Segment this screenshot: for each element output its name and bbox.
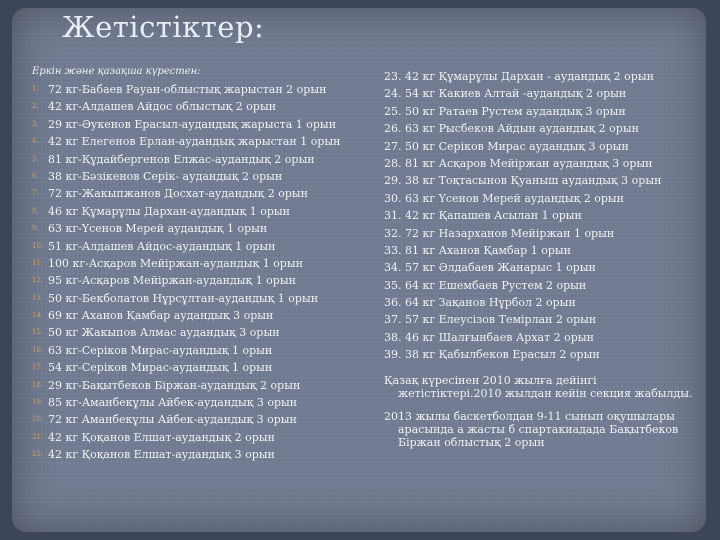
left-achievement-list xyxy=(32,81,367,464)
list-item: 4. 42 кг Елегенов Ерлан-аудандық жарыстан 1 орын xyxy=(32,135,341,149)
list-item: 15. 50 кг Жакыпов Алмас аудандық 3 орын xyxy=(32,326,280,340)
list-item: 12. 95 кг-Асқаров Мейіржан-аудандық 1 орын xyxy=(32,274,296,288)
list-item: 20. 72 кг Аманбекұлы Айбек-аудандық 3 орын xyxy=(32,413,297,427)
list-item: 19. 85 кг-Аманбекұлы Айбек-аудандық 3 орын xyxy=(32,396,298,410)
list-item: 32. 72 кг Назарханов Мейіржан 1 орын xyxy=(384,226,615,240)
list-item: 6. 38 кг-Бәзікенов Серік- аудандық 2 орын xyxy=(32,169,283,183)
list-item: 16. 63 кг-Серіков Мирас-аудандық 1 орын xyxy=(32,343,273,357)
list-item: 9. 63 кг-Үсенов Мерей аудандық 1 орын xyxy=(32,222,268,236)
note-basketball: 2013 жылы баскетболдан 9-11 сынып оқушылары арасында а жасты б спартакиадада Бақытбеков Біржан облыстық 2 орын xyxy=(384,409,679,449)
list-item: 18. 29 кг-Бақытбеков Біржан-аудандық 2 орын xyxy=(32,378,301,392)
list-item: 5. 81 кг-Құдайбергенов Елжас-аудандық 2 орын xyxy=(32,152,315,166)
list-item: 36. 64 кг Зақанов Нұрбол 2 орын xyxy=(384,296,576,310)
list-item: 7. 72 кг-Жакыпжанов Досхат-аудандық 2 орын xyxy=(32,187,308,201)
list-item: 25. 50 кг Ратаев Рустем аудандық 3 орын xyxy=(384,104,626,118)
list-item: 26. 63 кг Рысбеков Айдын аудандық 2 орын xyxy=(384,122,639,136)
list-item: 22. 42 кг Қоқанов Елшат-аудандық 3 орын xyxy=(32,448,275,462)
note-kazakh-wrestling: Қазақ күресінен 2010 жылға дейінгі жетістіктері.2010 жылдан кейін секция жабылды. xyxy=(384,373,693,400)
slide-title: Жетістіктер: xyxy=(62,10,265,44)
list-item: 33. 81 кг Аханов Қамбар 1 орын xyxy=(384,243,571,257)
list-item: 2. 42 кг-Алдашев Айдос облыстық 2 орын xyxy=(32,100,277,114)
list-item: 35. 64 кг Ешембаев Рустем 2 орын xyxy=(384,278,587,292)
list-item: 10. 51 кг-Алдашев Айдос-аудандық 1 орын xyxy=(32,239,276,253)
left-subtitle: Еркін және қазақша күрестен: xyxy=(32,66,201,77)
list-item: 13. 50 кг-Бекболатов Нұрсұлтан-аудандық 1 орын xyxy=(32,291,319,305)
list-item: 8. 46 кг Құмарұлы Дархан-аудандық 1 орын xyxy=(32,204,290,218)
list-item: 30. 63 кг Үсенов Мерей аудандық 2 орын xyxy=(384,191,624,205)
list-item: 27. 50 кг Серіков Мирас аудандық 3 орын xyxy=(384,139,629,153)
list-item: 24. 54 кг Какиев Алтай -аудандық 2 орын xyxy=(384,87,627,101)
list-item: 34. 57 кг Әлдабаев Жанарыс 1 орын xyxy=(384,261,596,275)
left-column xyxy=(32,66,367,464)
slide-frame xyxy=(12,8,706,532)
list-item: 38. 46 кг Шалғынбаев Архат 2 орын xyxy=(384,330,594,344)
list-item: 28. 81 кг Асқаров Мейіржан аудандық 3 орын xyxy=(384,156,653,170)
list-item: 21. 42 кг Қоқанов Елшат-аудандық 2 орын xyxy=(32,430,275,444)
list-item: 17. 54 кг-Серіков Мирас-аудандық 1 орын xyxy=(32,361,273,375)
list-item: 3. 29 кг-Әукенов Ерасыл-аудандық жарыста 1 орын xyxy=(32,117,337,131)
list-item: 39. 38 кг Қабылбеков Ерасыл 2 орын xyxy=(384,348,600,362)
list-item: 29. 38 кг Тоқтасынов Қуаныш аудандық 3 орын xyxy=(384,174,662,188)
list-item: 31. 42 кг Қапашев Асылан 1 орын xyxy=(384,209,582,223)
list-item: 14. 69 кг Аханов Қамбар аудандық 3 орын xyxy=(32,309,274,323)
list-item: 11. 100 кг-Асқаров Мейіржан-аудандық 1 орын xyxy=(32,256,303,270)
list-item: 1. 72 кг-Бабаев Рауан-облыстық жарыстан 2 орын xyxy=(32,83,327,96)
list-item: 23. 42 кг Құмарұлы Дархан - аудандық 2 орын xyxy=(384,70,654,83)
right-column xyxy=(384,68,714,449)
list-item: 37. 57 кг Елеусізов Темірлан 2 орын xyxy=(384,313,597,327)
